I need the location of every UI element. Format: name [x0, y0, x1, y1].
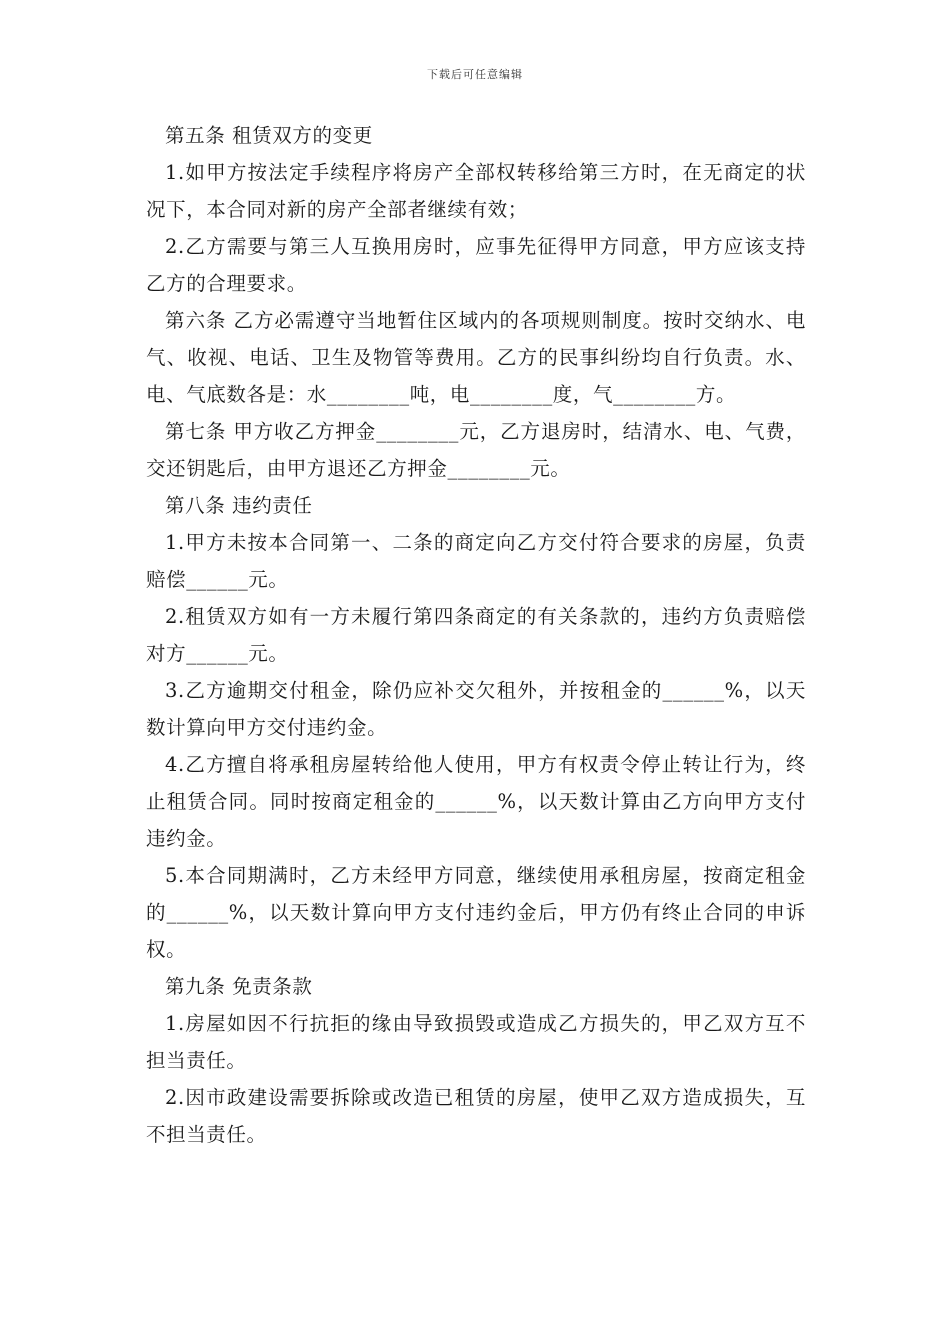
article-8-heading: 第八条 违约责任 [165, 494, 313, 517]
article-5-heading: 第五条 租赁双方的变更 [165, 124, 373, 147]
article-8-clause-1: 1.甲方未按本合同第一、二条的商定向乙方交付符合要求的房屋，负责赔偿______元。 [146, 531, 806, 591]
article-6: 第六条 乙方必需遵守当地暂住区域内的各项规则制度。按时交纳水、电气、收视、电话、卫生及物管等费用。乙方的民事纠纷均自行负责。水、电、气底数各是：水________吨，电________度，气________方。 [146, 309, 806, 406]
article-5-clause-2: 2.乙方需要与第三人互换用房时，应事先征得甲方同意，甲方应该支持乙方的合理要求。 [146, 235, 806, 295]
article-5-clause-1: 1.如甲方按法定手续程序将房产全部权转移给第三方时，在无商定的状况下，本合同对新的房产全部者继续有效； [146, 161, 806, 221]
article-8-clause-3: 3.乙方逾期交付租金，除仍应补交欠租外，并按租金的______%，以天数计算向甲方交付违约金。 [146, 679, 806, 739]
article-9-heading: 第九条 免责条款 [165, 975, 313, 998]
article-8-clause-5: 5.本合同期满时，乙方未经甲方同意，继续使用承租房屋，按商定租金的______%，以天数计算向甲方支付违约金后，甲方仍有终止合同的申诉权。 [146, 864, 806, 961]
contract-body [146, 117, 806, 1153]
article-7: 第七条 甲方收乙方押金________元，乙方退房时，结清水、电、气费，交还钥匙后，由甲方退还乙方押金________元。 [146, 420, 806, 480]
article-8-clause-4: 4.乙方擅自将承租房屋转给他人使用，甲方有权责令停止转让行为，终止租赁合同。同时按商定租金的______%，以天数计算由乙方向甲方支付违约金。 [146, 753, 806, 850]
article-8-clause-2: 2.租赁双方如有一方未履行第四条商定的有关条款的，违约方负责赔偿对方______元。 [146, 605, 806, 665]
header-note: 下载后可任意编辑 [427, 68, 523, 81]
article-9-clause-1: 1.房屋如因不行抗拒的缘由导致损毁或造成乙方损失的，甲乙双方互不担当责任。 [146, 1012, 806, 1072]
article-9-clause-2: 2.因市政建设需要拆除或改造已租赁的房屋，使甲乙双方造成损失，互不担当责任。 [146, 1086, 806, 1146]
